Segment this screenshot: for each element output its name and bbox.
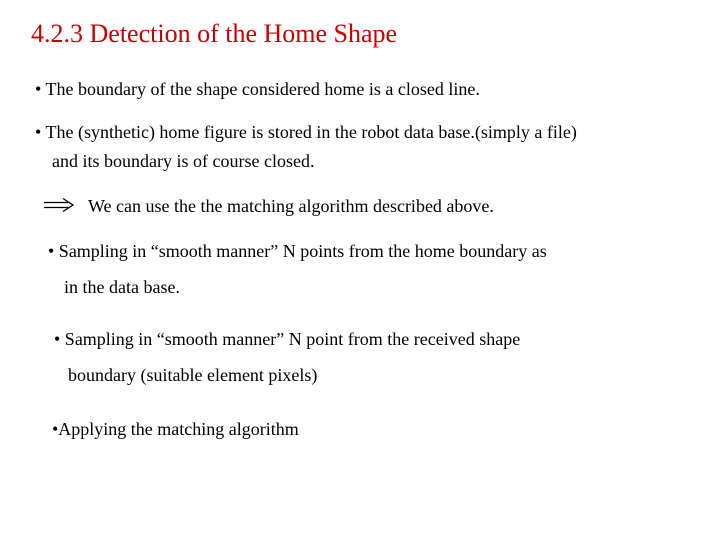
double-right-arrow-icon bbox=[44, 198, 74, 212]
bullet-home-figure-stored: • The (synthetic) home figure is stored in the robot data base.(simply a file) bbox=[35, 122, 577, 142]
bullet-home-figure-continuation: and its boundary is of course closed. bbox=[52, 151, 315, 171]
bullet-sampling-received-shape: • Sampling in “smooth manner” N point from the received shape bbox=[54, 329, 521, 349]
bullet-sampling-received-shape-continuation: boundary (suitable element pixels) bbox=[68, 365, 318, 385]
slide-title: 4.2.3 Detection of the Home Shape bbox=[31, 19, 398, 48]
bullet-sampling-home-boundary: • Sampling in “smooth manner” N points from the home boundary as bbox=[48, 241, 547, 261]
conclusion-matching-algorithm: We can use the the matching algorithm described above. bbox=[88, 196, 494, 216]
bullet-applying-matching: •Applying the matching algorithm bbox=[52, 419, 299, 439]
bullet-sampling-home-boundary-continuation: in the data base. bbox=[64, 277, 180, 297]
bullet-boundary-closed: • The boundary of the shape considered home is a closed line. bbox=[35, 79, 480, 99]
